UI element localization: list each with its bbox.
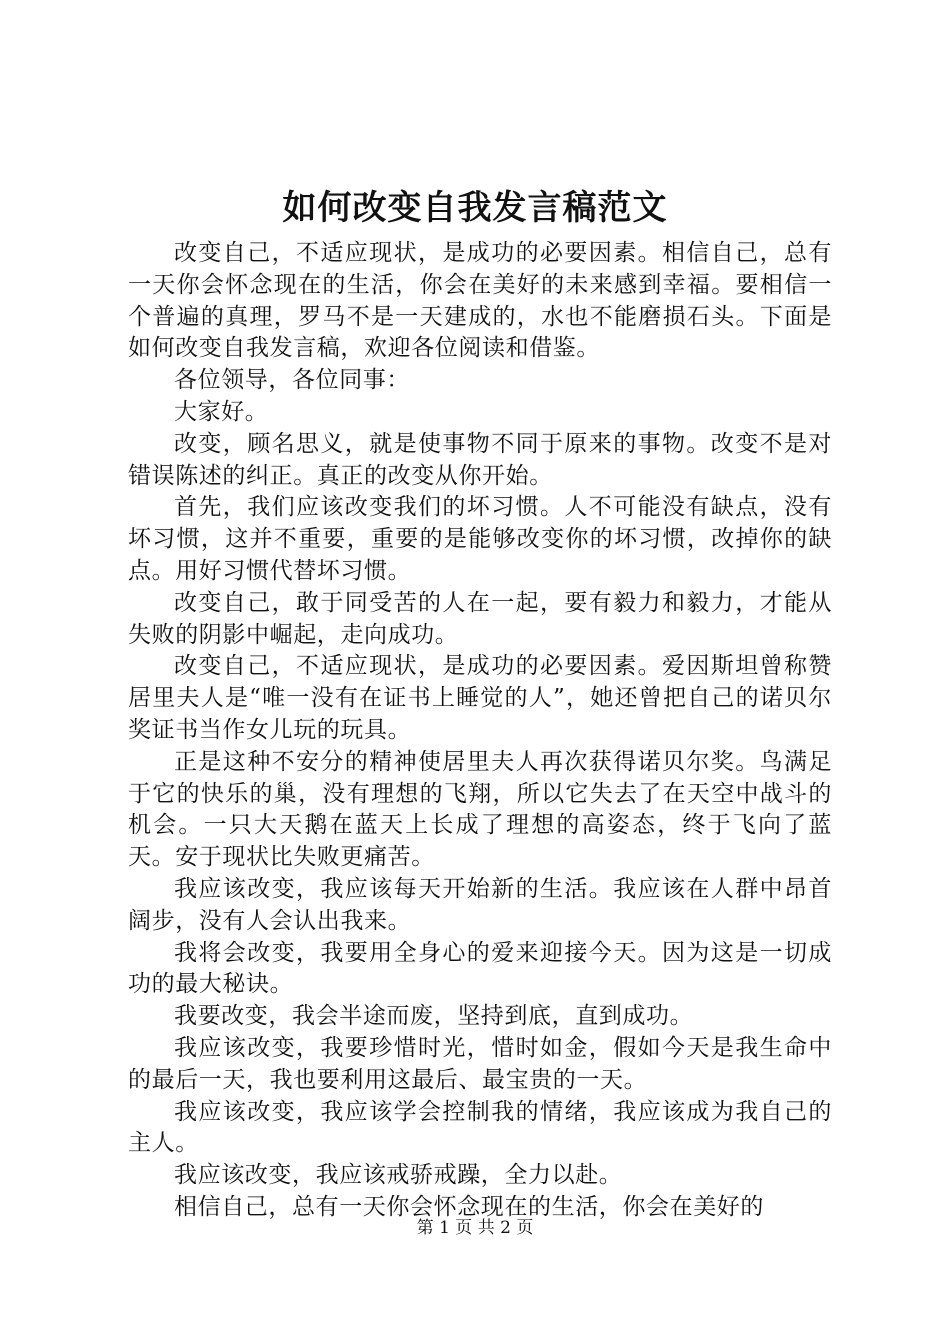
paragraph: 我应该改变，我应该每天开始新的生活。我应该在人群中昂首阔步，没有人会认出我来。 bbox=[128, 875, 832, 934]
paragraph: 改变自己，敢于同受苦的人在一起，要有毅力和毅力，才能从失败的阴影中崛起，走向成功。 bbox=[128, 589, 832, 648]
paragraph-salutation: 各位领导，各位同事： bbox=[174, 367, 410, 394]
paragraph: 改变自己，不适应现状，是成功的必要因素。爱因斯坦曾称赞居里夫人是“唯一没有在证书上睡觉的人”，她还曾把自己的诺贝尔奖证书当作女儿玩的玩具。 bbox=[128, 653, 832, 743]
paragraph: 我将会改变，我要用全身心的爱来迎接今天。因为这是一切成功的最大秘诀。 bbox=[128, 939, 832, 998]
paragraph-intro: 改变自己，不适应现状，是成功的必要因素。相信自己，总有一天你会怀念现在的生活，你会在美好的未来感到幸福。要相信一个普遍的真理，罗马不是一天建成的，水也不能磨损石头。下面是如何改变自我发言稿，欢迎各位阅读和借鉴。 bbox=[128, 240, 832, 362]
paragraph-greeting: 大家好。 bbox=[174, 398, 269, 425]
paragraph: 我应该改变，我要珍惜时光，惜时如金，假如今天是我生命中的最后一天，我也要利用这最后、最宝贵的一天。 bbox=[128, 1034, 832, 1093]
paragraph: 首先，我们应该改变我们的坏习惯。人不可能没有缺点，没有坏习惯，这并不重要，重要的是能够改变你的坏习惯，改掉你的缺点。用好习惯代替坏习惯。 bbox=[128, 494, 832, 584]
paragraph: 正是这种不安分的精神使居里夫人再次获得诺贝尔奖。鸟满足于它的快乐的巢，没有理想的飞翔，所以它失去了在天空中战斗的机会。一只大天鹅在蓝天上长成了理想的高姿态，终于飞向了蓝天。安于现状比失败更痛苦。 bbox=[128, 748, 832, 871]
paragraph: 改变，顾名思义，就是使事物不同于原来的事物。改变不是对错误陈述的纠正。真正的改变从你开始。 bbox=[128, 430, 832, 489]
paragraph: 我要改变，我会半途而废，坚持到底，直到成功。 bbox=[174, 1003, 694, 1030]
document-title: 如何改变自我发言稿范文 bbox=[282, 188, 668, 228]
paragraph: 我应该改变，我应该学会控制我的情绪，我应该成为我自己的主人。 bbox=[128, 1098, 832, 1157]
document-body bbox=[128, 238, 832, 1224]
paragraph: 相信自己，总有一天你会怀念现在的生活，你会在美好的 bbox=[174, 1193, 764, 1220]
page-number-footer: 第 1 页 共 2 页 bbox=[416, 1218, 534, 1238]
paragraph: 我应该改变，我应该戒骄戒躁，全力以赴。 bbox=[174, 1162, 623, 1189]
